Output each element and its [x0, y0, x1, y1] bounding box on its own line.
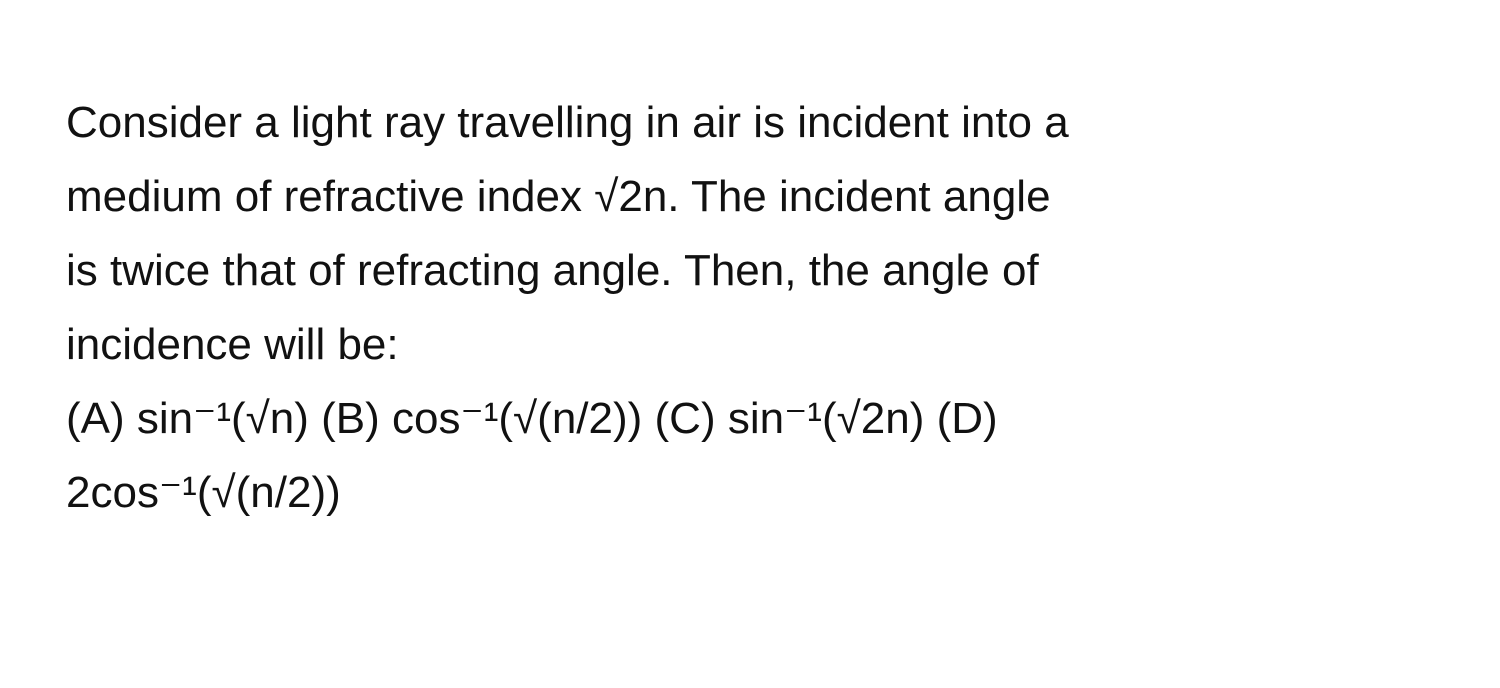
options-line-2: 2cos⁻¹(√(n/2)): [66, 468, 341, 517]
question-line-4: incidence will be:: [66, 320, 399, 369]
question-line-2: medium of refractive index √2n. The incident angle: [66, 172, 1051, 221]
question-line-3: is twice that of refracting angle. Then, the angle of: [66, 246, 1039, 295]
question-text-block: [66, 86, 1446, 530]
options-line-1: (A) sin⁻¹(√n) (B) cos⁻¹(√(n/2)) (C) sin⁻¹(√2n) (D): [66, 394, 998, 443]
question-line-1: Consider a light ray travelling in air is incident into a: [66, 98, 1069, 147]
